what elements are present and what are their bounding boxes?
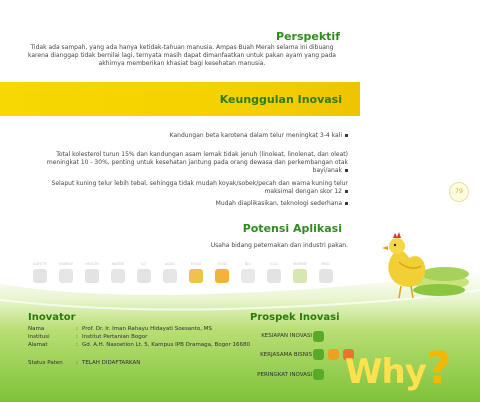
category-item <box>186 262 206 283</box>
recycle-icon <box>267 269 281 283</box>
category-caption: ECO <box>270 262 278 266</box>
plant-icon <box>241 269 255 283</box>
business-badge-icon <box>313 349 324 360</box>
water-drop-icon <box>111 269 125 283</box>
category-item <box>56 262 76 283</box>
category-caption: FOOD <box>190 262 202 266</box>
category-item <box>30 262 50 283</box>
category-caption: MISC <box>321 262 331 266</box>
prospek-kesiapan-label: KESIAPAN INOVASI <box>261 333 312 339</box>
category-caption: AGRO <box>164 262 176 266</box>
keunggulan-item: Total kolesterol turun 15% dan kandungan asam lemak tidak jenuh (linoleat, linolenat, dan oleat) meningkat 10 - 30%, penting untuk kesehatan jantung pada orang dewasa dan perkembangan otak bayi/anak <box>46 151 348 174</box>
category-item <box>134 262 154 283</box>
globe-icon <box>319 269 333 283</box>
perspektif-title: Perspektif <box>276 30 340 43</box>
category-caption: ENERGY <box>58 262 74 266</box>
category-item <box>212 262 232 283</box>
prospek-kerjasama-label: KERJASAMA BISNIS <box>260 352 312 358</box>
category-item <box>264 262 284 283</box>
category-item <box>160 262 180 283</box>
keunggulan-item: Mudah diaplikasikan, teknologi sederhana <box>140 200 348 208</box>
business-badge-icon <box>328 349 339 360</box>
keunggulan-item: Kandungan beta karotena dalam telur meningkat 3-4 kali <box>140 132 348 140</box>
category-item <box>290 262 310 283</box>
inovator-title: Inovator <box>28 312 76 323</box>
readiness-badge-icon <box>313 331 324 342</box>
bullet-icon <box>345 134 348 137</box>
chicken-illustration <box>375 224 471 302</box>
chicken-icon <box>215 269 229 283</box>
keunggulan-title: Keunggulan Inovasi <box>219 93 342 106</box>
prospek-peringkat-label: PERINGKAT INOVASI <box>257 372 312 378</box>
lightning-icon <box>59 269 73 283</box>
category-caption: FEED <box>217 262 227 266</box>
shield-icon <box>33 269 47 283</box>
bullet-icon <box>345 190 348 193</box>
category-caption: MARINE <box>293 262 307 266</box>
potensi-title: Potensi Aplikasi <box>242 222 342 235</box>
leaf-icon <box>163 269 177 283</box>
cross-icon <box>85 269 99 283</box>
category-caption: WATER <box>111 262 125 266</box>
prospek-title: Prospek Inovasi <box>250 312 340 323</box>
category-caption: BIO <box>244 262 252 266</box>
food-bowl-icon <box>189 269 203 283</box>
why-logo: Why? <box>345 343 451 394</box>
category-item <box>108 262 128 283</box>
category-caption: ICT <box>141 262 147 266</box>
inovator-row-institusi: Institusi : Institut Pertanian Bogor <box>28 334 148 340</box>
computer-icon <box>137 269 151 283</box>
inovator-row-status-paten: Status Paten : TELAH DIDAFTARKAN <box>28 360 141 366</box>
inovator-row-alamat: Alamat : Gd. A.H. Nasoetion Lt. 5, Kampus IPB Dramaga, Bogor 16680 <box>28 342 251 348</box>
bullet-icon <box>345 169 348 172</box>
potensi-body: Usaha bidang peternakan dan industri pakan. <box>210 242 348 249</box>
page-number: 79 <box>449 182 469 202</box>
category-item <box>82 262 102 283</box>
keunggulan-item: Selaput kuning telur lebih tebal, sehingga tidak mudah koyak/sobek/pecah dan warna kuning telur maksimal dengan skor 12 <box>51 180 348 195</box>
category-item <box>316 262 336 283</box>
category-item <box>238 262 258 283</box>
bullet-icon <box>345 202 348 205</box>
category-caption: SAFETY <box>33 262 47 266</box>
category-caption: HEALTH <box>85 262 99 266</box>
perspektif-body: Tidak ada sampah, yang ada hanya ketidak-tahuan manusia. Ampas Buah Merah selama ini dibuang karena dianggap tidak bernilai lagi, ternyata masih dapat dimanfaatkan untuk pakan ayam yang pada akhirnya memberikan khasiat bagi kesehatan manusia. <box>28 44 336 67</box>
category-icon-strip <box>30 262 350 292</box>
rank-badge-icon <box>313 369 324 380</box>
fish-icon <box>293 269 307 283</box>
inovator-row-nama: Nama : Prof. Dr. Ir. Iman Rahayu Hidayati Soesanto, MS <box>28 326 212 332</box>
